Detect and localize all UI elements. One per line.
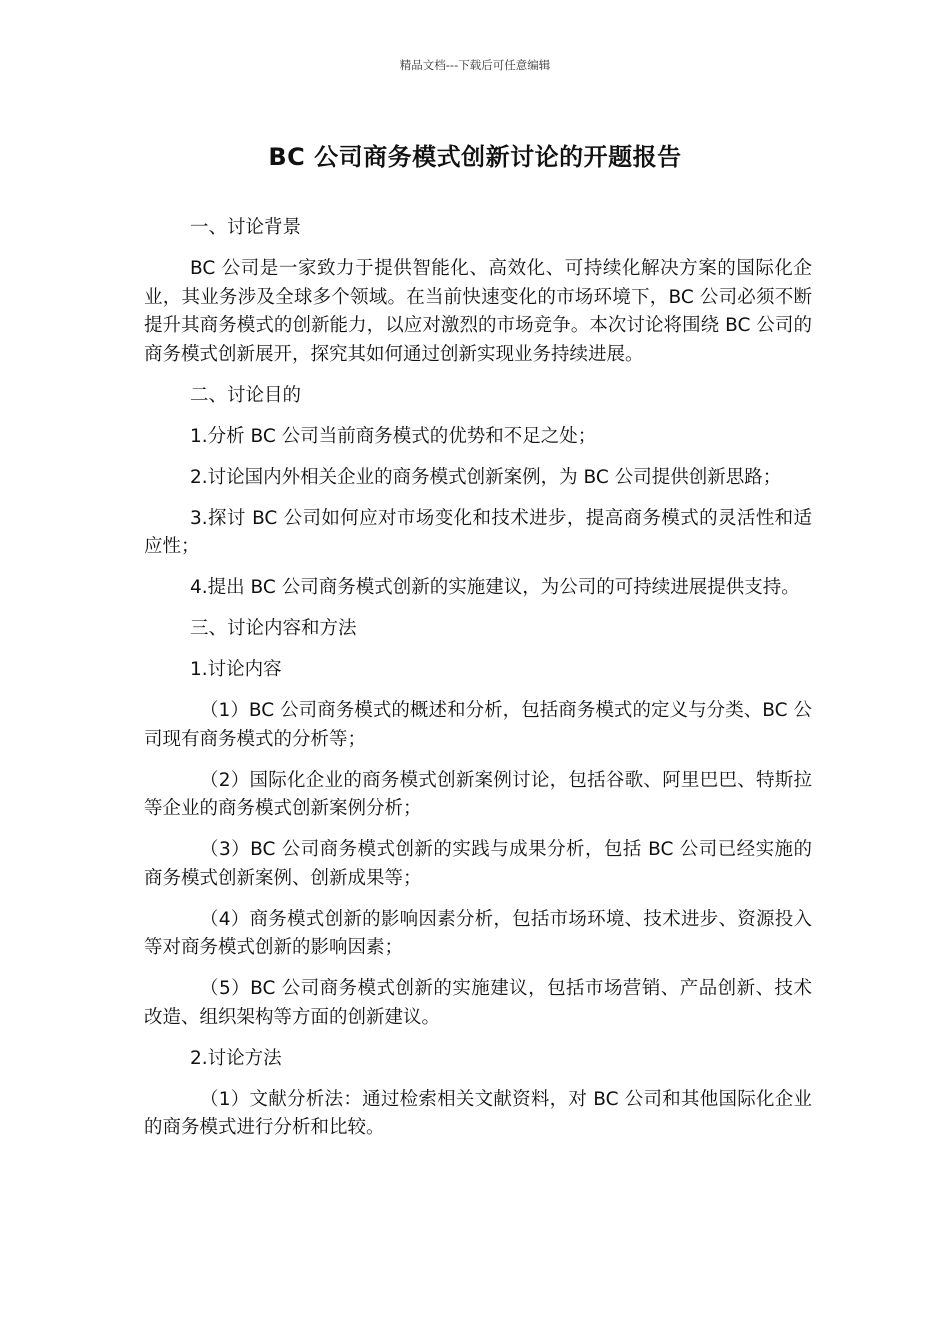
content-item-3: （3）BC 公司商务模式创新的实践与成果分析，包括 BC 公司已经实施的商务模式创新案例、创新成果等； <box>144 839 812 889</box>
content-item-4: （4）商务模式创新的影响因素分析，包括市场环境、技术进步、资源投入等对商务模式创新的影响因素； <box>144 908 812 958</box>
header-note: 精品文档---下载后可任意编辑 <box>399 58 551 72</box>
document-body <box>144 214 812 1155</box>
subheading-methods: 2.讨论方法 <box>190 1047 282 1069</box>
section-heading-background: 一、讨论背景 <box>190 217 302 238</box>
purpose-item-4: 4.提出 BC 公司商务模式创新的实施建议，为公司的可持续进展提供支持。 <box>190 577 800 598</box>
content-item-5: （5）BC 公司商务模式创新的实施建议，包括市场营销、产品创新、技术改造、组织架构等方面的创新建议。 <box>144 978 812 1028</box>
subheading-content: 1.讨论内容 <box>190 659 282 680</box>
section-heading-content-methods: 三、讨论内容和方法 <box>190 618 357 639</box>
method-item-1: （1）文献分析法：通过检索相关文献资料，对 BC 公司和其他国际化企业的商务模式进行分析和比较。 <box>144 1088 812 1138</box>
purpose-item-2: 2.讨论国内外相关企业的商务模式创新案例，为 BC 公司提供创新思路； <box>190 466 782 488</box>
content-item-2: （2）国际化企业的商务模式创新案例讨论，包括谷歌、阿里巴巴、特斯拉等企业的商务模式创新案例分析； <box>144 769 812 819</box>
purpose-item-3: 3.探讨 BC 公司如何应对市场变化和技术进步，提高商务模式的灵活性和适应性； <box>144 507 812 557</box>
document-title: BC 公司商务模式创新讨论的开题报告 <box>268 143 682 171</box>
purpose-item-1: 1.分析 BC 公司当前商务模式的优势和不足之处； <box>190 425 597 447</box>
content-item-1: （1）BC 公司商务模式的概述和分析，包括商务模式的定义与分类、BC 公司现有商务模式的分析等； <box>144 700 812 750</box>
section-heading-purpose: 二、讨论目的 <box>190 384 302 406</box>
paragraph-background: BC 公司是一家致力于提供智能化、高效化、可持续化解决方案的国际化企业，其业务涉及全球多个领域。在当前快速变化的市场环境下，BC 公司必须不断提升其商务模式的创新能力，以应对激烈的市场竞争。本次讨论将围绕 BC 公司的商务模式创新展开，探究其如何通过创新实现业务持续进展。 <box>144 258 812 365</box>
